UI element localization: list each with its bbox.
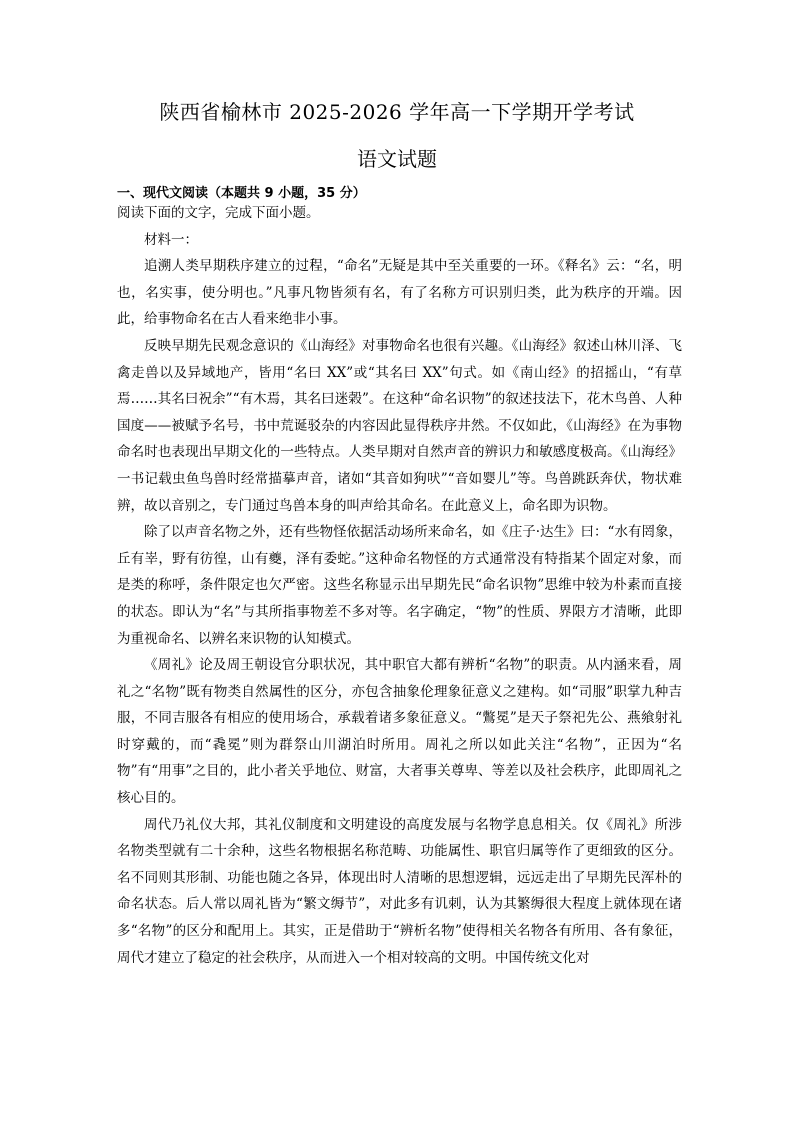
passage-paragraph: 除了以声音名物之外，还有些物怪依据活动场所来命名，如《庄子·达生》曰：“水有罔象，丘有峷，野有彷徨，山有夔，泽有委蛇。”这种命名物怪的方式通常没有特指某个固定对象，而是类的称呼，条件限定也欠严密。这些名称显示出早期先民“命名识物”思维中较为朴素而直接的状态。即认为“名”与其所指事物差不多对等。名字确定，“物”的性质、界限方才清晰，此即为重视命名、以辨名来识物的认知模式。 bbox=[117, 524, 682, 647]
reading-passage bbox=[117, 200, 682, 971]
passage-paragraph: 追溯人类早期秩序建立的过程，“命名”无疑是其中至关重要的一环。《释名》云：“名，明也，名实事，使分明也。”凡事凡物皆须有名，有了名称方可识别归类，此为秩序的开端。因此，给事物命名在古人看来绝非小事。 bbox=[117, 258, 682, 328]
passage-paragraph: 《周礼》论及周王朝设官分职状况，其中职官大都有辨析“名物”的职责。从内涵来看，周礼之“名物”既有物类自然属性的区分，亦包含抽象伦理象征意义之建构。如“司服”职掌九种吉服，不同吉服各有相应的使用场合，承载着诸多象征意义。“鷩冕”是天子祭祀先公、燕飨射礼时穿戴的，而“毳冕”则为群祭山川湖泊时所用。周礼之所以如此关注“名物”，正因为“名物”有“用事”之目的，此小者关乎地位、财富，大者事关尊卑、等差以及社会秩序，此即周礼之核心目的。 bbox=[117, 657, 682, 807]
material-label: 材料一： bbox=[144, 231, 198, 248]
instruction-paragraph: 阅读下面的文字，完成下面小题。 bbox=[117, 205, 320, 221]
document-subtitle: 语文试题 bbox=[357, 147, 437, 171]
passage-paragraph: 周代乃礼仪大邦，其礼仪制度和文明建设的高度发展与名物学息息相关。仅《周礼》所涉名物类型就有二十余种，这些名物根据名称范畴、功能属性、职官归属等作了更细致的区分。名不同则其形制、功能也随之各异，体现出时人清晰的思想逻辑，远远走出了早期先民浑朴的命名状态。后人常以周礼皆为“繁文缛节”，对此多有讥刺，认为其繁缛很大程度上就体现在诸多“名物”的区分和配用上。其实，正是借助于“辨析名物”使得相关名物各有所用、各有象征，周代才建立了稳定的社会秩序，从而进入一个相对较高的文明。中国传统文化对 bbox=[117, 816, 682, 966]
section-heading: 一、现代文阅读（本题共 9 小题，35 分） bbox=[117, 186, 366, 201]
document-title: 陕西省榆林市 2025-2026 学年高一下学期开学考试 bbox=[159, 100, 635, 124]
passage-paragraph: 反映早期先民观念意识的《山海经》对事物命名也很有兴趣。《山海经》叙述山林川泽、飞禽走兽以及异域地产，皆用“名曰 XX”或“其名曰 XX”句式。如《南山经》的招摇山，“有草焉……其名曰祝余”“有木焉，其名曰迷榖”。在这种“命名识物”的叙述技法下，花木鸟兽、人种国度——被赋予名号，书中荒诞驳杂的内容因此显得秩序井然。不仅如此，《山海经》在为事物命名时也表现出早期文化的一些特点。人类早期对自然声音的辨识力和敏感度极高。《山海经》一书记载虫鱼鸟兽时经常描摹声音，诸如“其音如狗吠”“音如婴儿”等。鸟兽跳跃奔伏，物状难辨，故以音别之，专门通过鸟兽本身的叫声给其命名。在此意义上，命名即为识物。 bbox=[117, 337, 682, 514]
